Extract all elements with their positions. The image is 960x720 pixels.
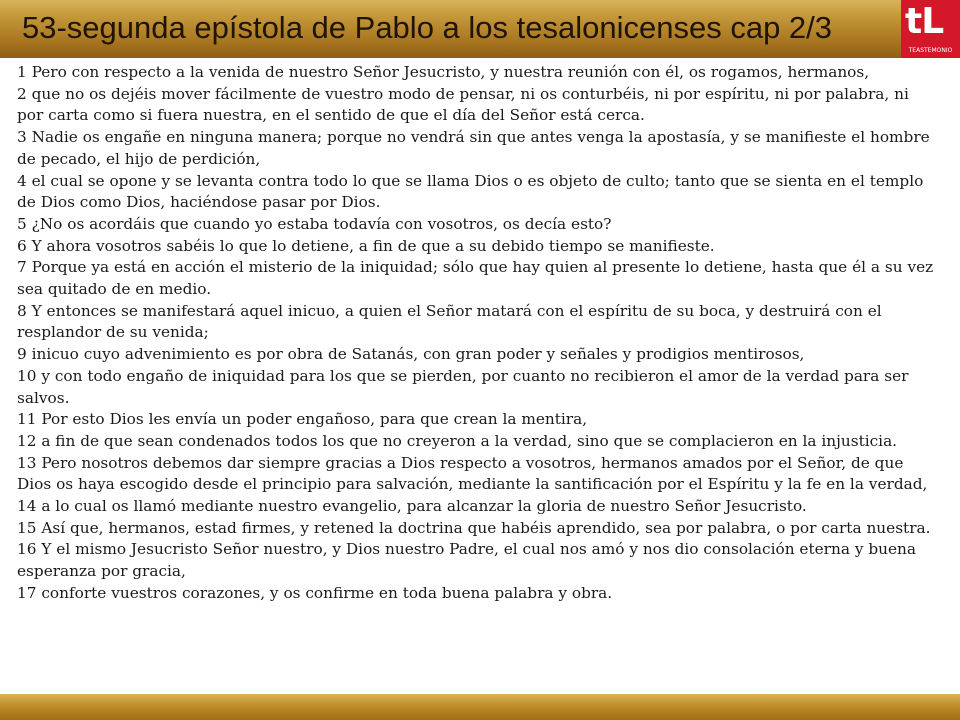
- verse-4: 4 el cual se opone y se levanta contra todo lo que se llama Dios o es objeto de culto; tanto que se sienta en el templo de Dios como Dios, haciéndose pasar por Dios.: [17, 171, 924, 212]
- verse-8: 8 Y entonces se manifestará aquel inicuo, a quien el Señor matará con el espíritu de su boca, y destruirá con el resplandor de su venida;: [17, 301, 882, 342]
- verse-7: 7 Porque ya está en acción el misterio de la iniquidad; sólo que hay quien al presente lo detiene, hasta que él a su vez sea quitado de en medio.: [17, 258, 934, 299]
- logo-caption: TEASTEMONIO: [908, 47, 953, 54]
- verse-11: 11 Por esto Dios les envía un poder engañoso, para que crean la mentira,: [17, 410, 588, 429]
- footer-band: [0, 694, 960, 720]
- verse-list: [17, 62, 937, 605]
- verse-14: 14 a lo cual os llamó mediante nuestro evangelio, para alcanzar la gloria de nuestro Señor Jesucristo.: [17, 497, 807, 516]
- verse-3: 3 Nadie os engañe en ninguna manera; porque no vendrá sin que antes venga la apostasía, y se manifieste el hombre de pecado, el hijo de perdición,: [17, 128, 930, 168]
- cross-logo-icon: tL: [905, 1, 944, 42]
- verse-16: 16 Y el mismo Jesucristo Señor nuestro, y Dios nuestro Padre, el cual nos amó y nos dio consolación eterna y buena esperanza por gracia,: [17, 540, 917, 581]
- verse-13: 13 Pero nosotros debemos dar siempre gracias a Dios respecto a vosotros, hermanos amados por el Señor, de que Dios os haya escogido desde el principio para salvación, mediante la santificación por el Espíritu y la fe en la verdad,: [17, 453, 928, 494]
- page-title: 53-segunda epístola de Pablo a los tesalonicenses cap 2/3: [22, 10, 833, 45]
- verse-15: 15 Así que, hermanos, estad firmes, y retened la doctrina que habéis aprendido, sea por palabra, o por carta nuestra.: [17, 518, 931, 537]
- verse-9: 9 inicuo cuyo advenimiento es por obra de Satanás, con gran poder y señales y prodigios mentirosos,: [17, 345, 805, 364]
- verse-17: 17 conforte vuestros corazones, y os confirme en toda buena palabra y obra.: [17, 583, 613, 602]
- verse-10: 10 y con todo engaño de iniquidad para los que se pierden, por cuanto no recibieron el amor de la verdad para ser salvos.: [17, 366, 909, 407]
- verse-12: 12 a fin de que sean condenados todos los que no creyeron a la verdad, sino que se complacieron en la injusticia.: [17, 431, 898, 450]
- verse-6: 6 Y ahora vosotros sabéis lo que lo detiene, a fin de que a su debido tiempo se manifieste.: [17, 236, 715, 255]
- header-band: [0, 0, 960, 58]
- channel-logo: [901, 0, 960, 58]
- verse-1: 1 Pero con respecto a la venida de nuestro Señor Jesucristo, y nuestra reunión con él, os rogamos, hermanos,: [17, 63, 870, 81]
- verse-2: 2 que no os dejéis mover fácilmente de vuestro modo de pensar, ni os conturbéis, ni por espíritu, ni por palabra, ni por carta como si fuera nuestra, en el sentido de que el día del Señor está cerca.: [17, 84, 909, 125]
- verse-5: 5 ¿No os acordáis que cuando yo estaba todavía con vosotros, os decía esto?: [17, 214, 612, 233]
